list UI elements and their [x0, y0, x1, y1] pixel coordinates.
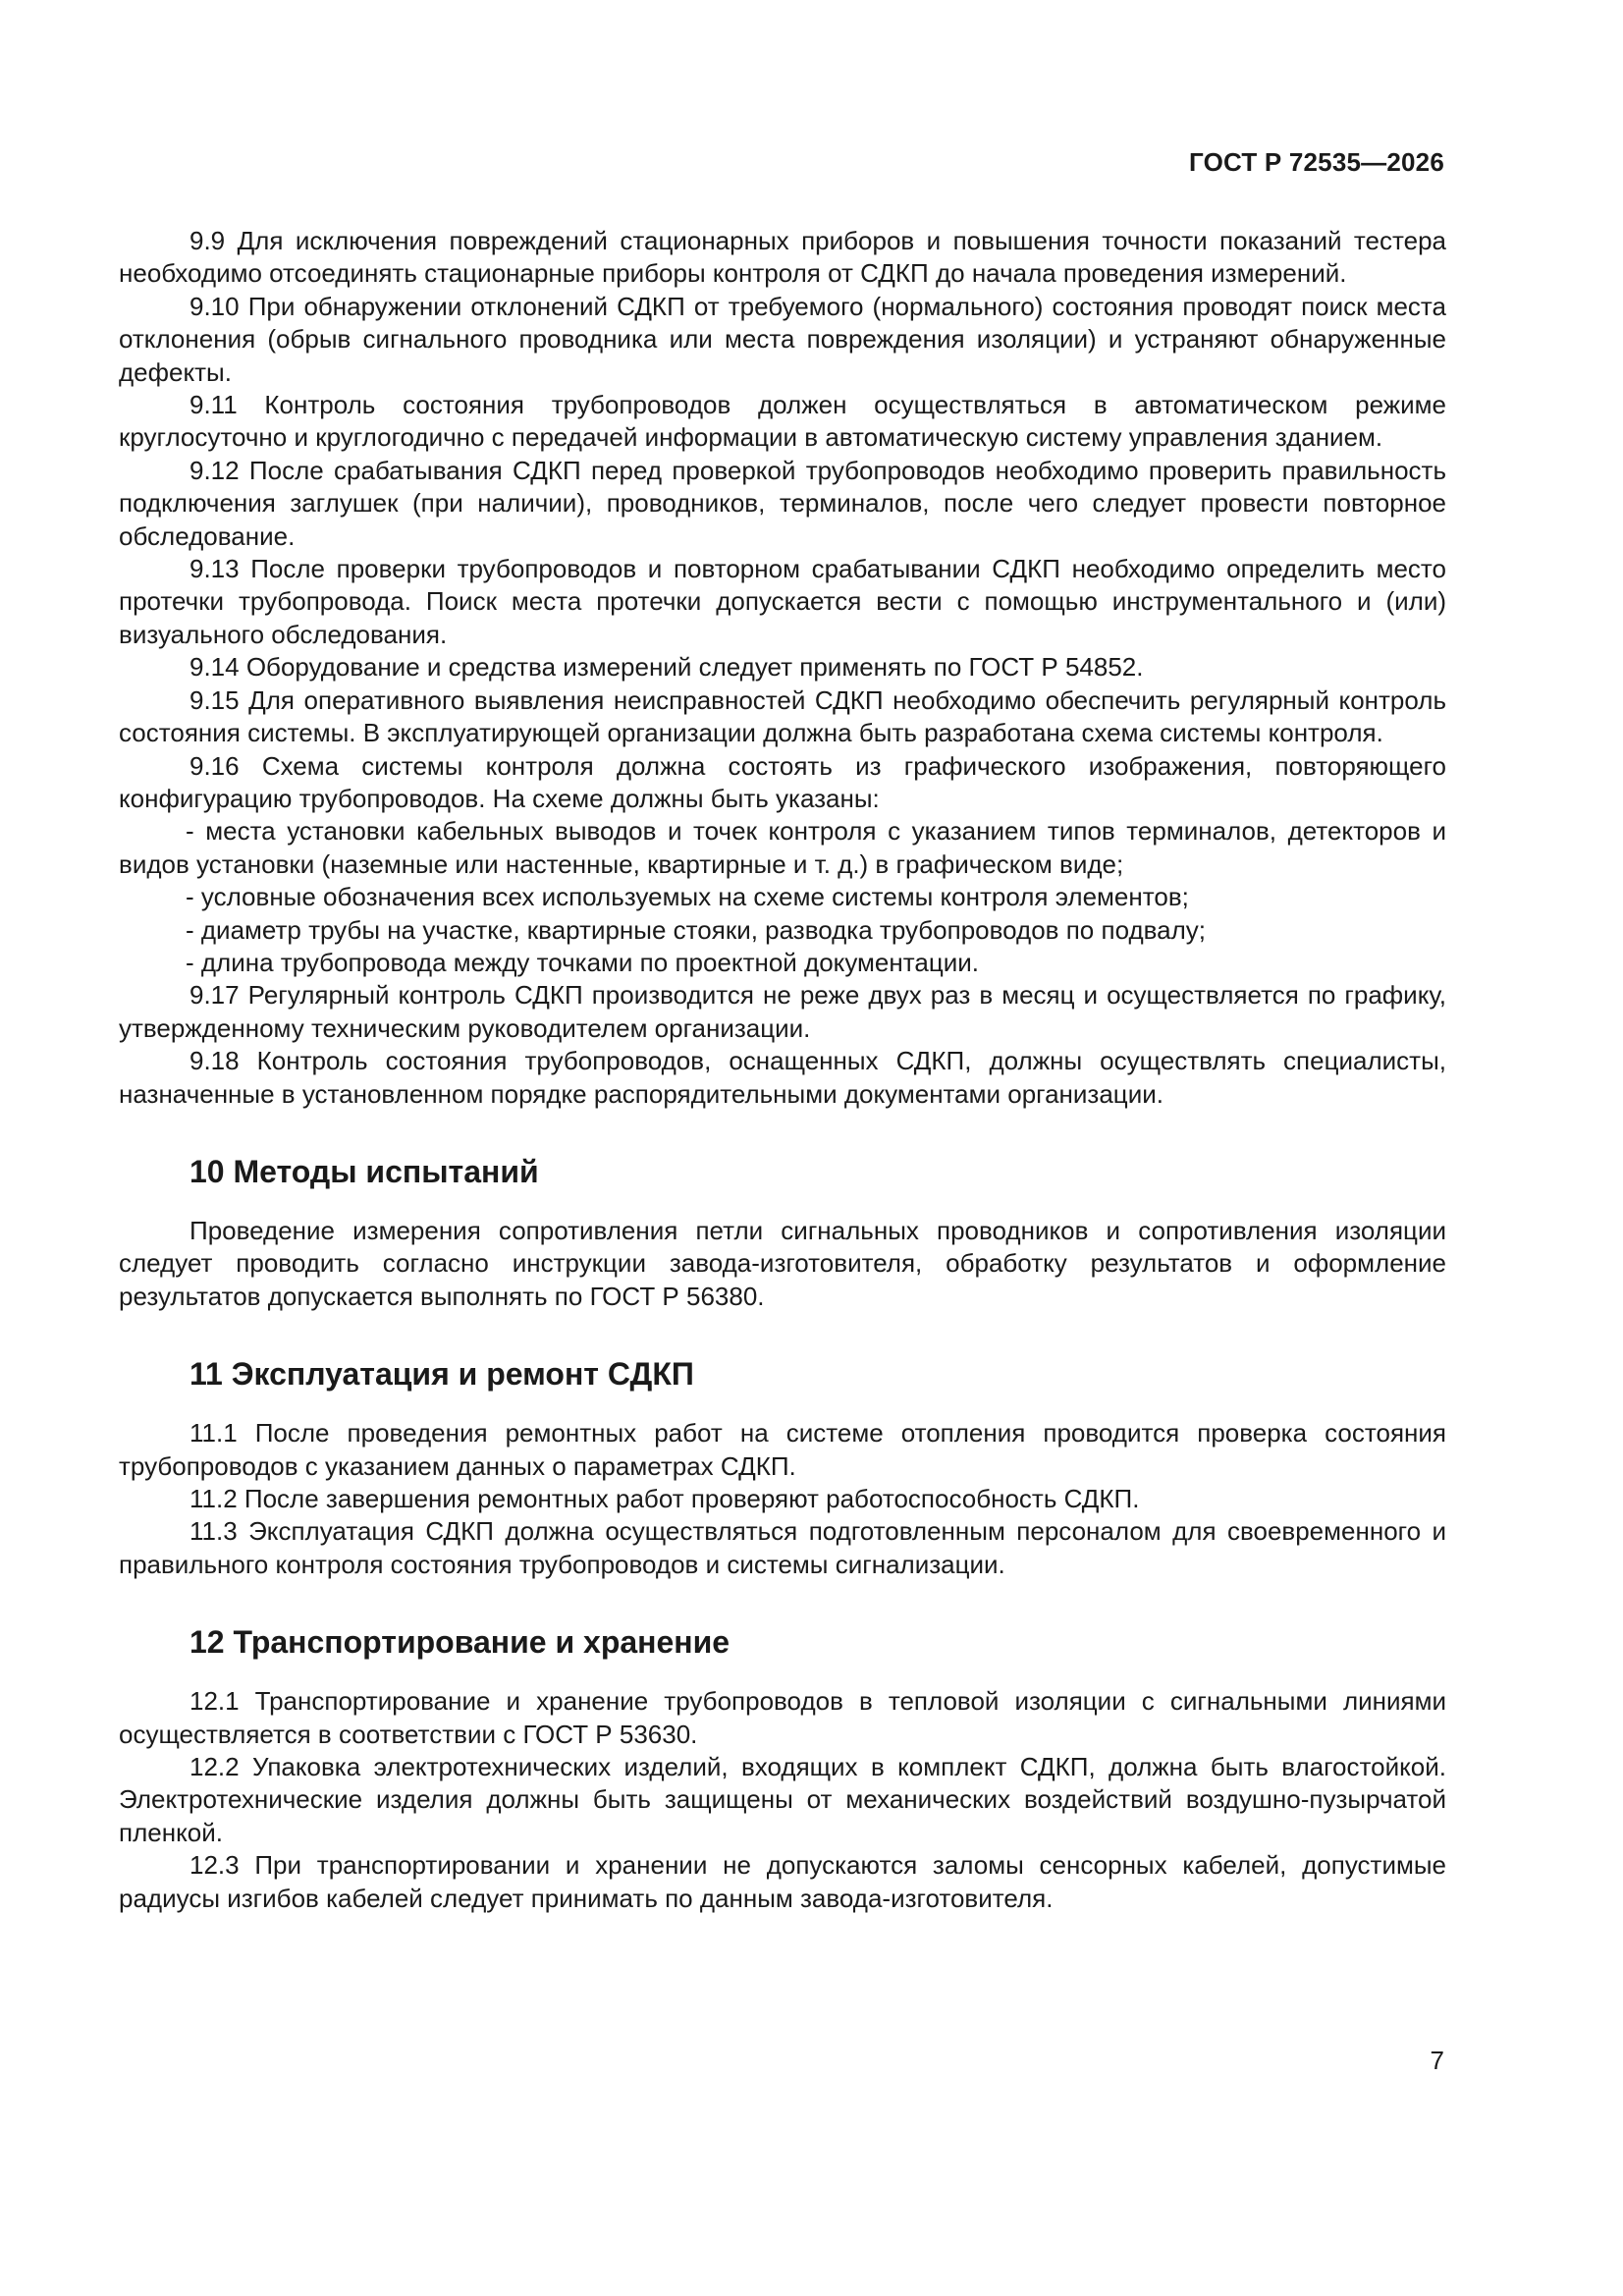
paragraph-11-2: 11.2 После завершения ремонтных работ проверяют работоспособность СДКП. — [189, 1484, 1140, 1513]
standard-code-header: ГОСТ Р 72535—2026 — [1189, 147, 1444, 177]
paragraph-11-3: 11.3 Эксплуатация СДКП должна осуществляться подготовленным персоналом для своевременного и правильного контроля состояния трубопроводов и системы сигнализации. — [119, 1516, 1446, 1579]
paragraph-9-12: 9.12 После срабатывания СДКП перед проверкой трубопроводов необходимо проверить правильность подключения заглушек (при наличии), проводников, терминалов, после чего следует провести повторное обследование. — [119, 455, 1446, 551]
paragraph-9-18: 9.18 Контроль состояния трубопроводов, оснащенных СДКП, должны осуществлять специалисты, назначенные в установленном порядке распорядительными документами организации. — [119, 1046, 1446, 1109]
paragraph-12-2: 12.2 Упаковка электротехнических изделий, входящих в комплект СДКП, должна быть влагостойкой. Электротехнические изделия должны быть защищены от механических воздействий воздушно-пузырчатой пленкой. — [119, 1752, 1446, 1847]
list-item: - длина трубопровода между точками по проектной документации. — [186, 947, 979, 977]
paragraph-12-3: 12.3 При транспортировании и хранении не допускаются заломы сенсорных кабелей, допустимые радиусы изгибов кабелей следует принимать по данным завода-изготовителя. — [119, 1850, 1446, 1913]
section-10-heading: 10 Методы испытаний — [189, 1153, 539, 1189]
paragraph-9-11: 9.11 Контроль состояния трубопроводов должен осуществляться в автоматическом режиме круглосуточно и круглогодично с передачей информации в автоматическую систему управления зданием. — [119, 390, 1446, 453]
paragraph-9-14: 9.14 Оборудование и средства измерений следует применять по ГОСТ Р 54852. — [189, 652, 1144, 683]
list-item: - диаметр трубы на участке, квартирные стояки, разводка трубопроводов по подвалу; — [186, 914, 1206, 945]
paragraph-9-17: 9.17 Регулярный контроль СДКП производится не реже двух раз в месяц и осуществляется по графику, утвержденному техническим руководителем организации. — [119, 980, 1446, 1043]
paragraph-9-10: 9.10 При обнаружении отклонений СДКП от требуемого (нормального) состояния проводят поиск места отклонения (обрыв сигнального проводника или места повреждения изоляции) и устраняют обнаруженные дефекты. — [119, 291, 1446, 387]
paragraph-11-1: 11.1 После проведения ремонтных работ на системе отопления проводится проверка состояния трубопроводов с указанием данных о параметрах СДКП. — [119, 1418, 1446, 1481]
paragraph-10-1: Проведение измерения сопротивления петли сигнальных проводников и сопротивления изоляции следует проводить согласно инструкции завода-изготовителя, обработку результатов и оформление результатов допускается выполнять по ГОСТ Р 56380. — [119, 1215, 1446, 1311]
list-item: - условные обозначения всех используемых на схеме системы контроля элементов; — [186, 882, 1189, 912]
section-12-heading: 12 Транспортирование и хранение — [189, 1624, 730, 1661]
section-11-heading: 11 Эксплуатация и ремонт СДКП — [189, 1356, 694, 1393]
paragraph-9-16: 9.16 Схема системы контроля должна состоять из графического изображения, повторяющего конфигурацию трубопроводов. На схеме должны быть указаны: — [119, 750, 1446, 813]
paragraph-9-13: 9.13 После проверки трубопроводов и повторном срабатывании СДКП необходимо определить место протечки трубопровода. Поиск места протечки допускается вести с помощью инструментального и (или) визуального обследования. — [119, 554, 1446, 649]
document-body — [119, 225, 1446, 1915]
page-number: 7 — [1430, 2046, 1444, 2075]
paragraph-9-9: 9.9 Для исключения повреждений стационарных приборов и повышения точности показаний тестера необходимо отсоединять стационарные приборы контроля от СДКП до начала проведения измерений. — [119, 226, 1446, 289]
paragraph-9-15: 9.15 Для оперативного выявления неисправностей СДКП необходимо обеспечить регулярный контроль состояния системы. В эксплуатирующей организации должна быть разработана схема системы контроля. — [119, 684, 1446, 748]
paragraph-12-1: 12.1 Транспортирование и хранение трубопроводов в тепловой изоляции с сигнальными линиями осуществляется в соответствии с ГОСТ Р 53630. — [119, 1686, 1446, 1749]
list-item: - места установки кабельных выводов и точек контроля с указанием типов терминалов, детекторов и видов установки (наземные или настенные, квартирные и т. д.) в графическом виде; — [119, 816, 1446, 879]
